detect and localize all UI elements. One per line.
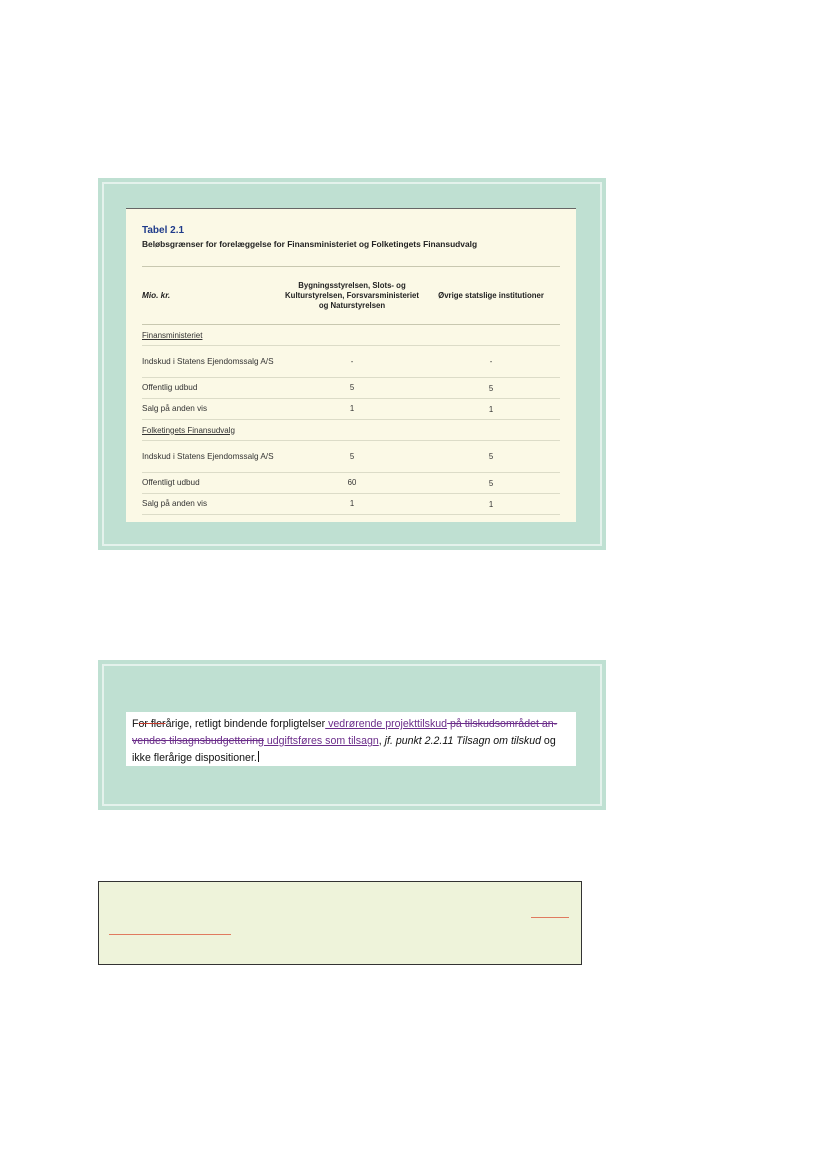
text-part: årige, retligt bindende forpligtelser xyxy=(165,718,326,730)
table-panel xyxy=(98,178,606,550)
row-value-a: 1 xyxy=(349,404,355,413)
row-value-b: - xyxy=(489,357,493,366)
table-title: Tabel 2.1 xyxy=(142,225,185,236)
section-row xyxy=(142,325,560,346)
row-label: Salg på anden vis xyxy=(142,499,208,508)
note-box xyxy=(98,881,582,965)
text-part: F xyxy=(132,718,139,730)
table-row xyxy=(142,346,560,378)
deleted-text: vendes tilsagnsbudgettering xyxy=(132,735,264,747)
table-row xyxy=(142,473,560,494)
row-label: Offentligt udbud xyxy=(142,478,200,487)
row-label: Indskud i Statens Ejendomssalg A/S xyxy=(142,356,274,366)
table-row xyxy=(142,441,560,473)
row-value-b: 1 xyxy=(488,404,494,414)
text-cursor xyxy=(258,751,259,762)
row-label: Offentlig udbud xyxy=(142,383,198,392)
inserted-text: udgiftsføres som tilsagn xyxy=(263,735,379,747)
table-row xyxy=(142,378,560,399)
section-row xyxy=(142,420,560,441)
revision-mark xyxy=(109,934,231,935)
section-name: Finansministeriet xyxy=(142,330,203,340)
row-value-b: 1 xyxy=(488,499,494,509)
text-part: og ikke flerårige dispositioner. xyxy=(132,735,556,764)
table-row xyxy=(142,399,560,420)
reference-text: jf. punkt 2.2.11 Tilsagn om tilskud xyxy=(384,735,541,747)
table-card xyxy=(126,208,576,522)
row-value-a: - xyxy=(350,356,354,366)
row-label: Salg på anden vis xyxy=(142,404,208,413)
text-panel xyxy=(98,660,606,810)
table-subtitle: Beløbsgrænser for forelæggelse for Finansministeriet og Folketingets Finansudvalg xyxy=(142,239,478,249)
row-value-a: 5 xyxy=(349,383,355,392)
row-value-a: 1 xyxy=(349,499,355,508)
section-name: Folketingets Finansudvalg xyxy=(142,425,235,435)
row-value-b: 5 xyxy=(488,478,494,488)
deleted-text: or fler xyxy=(138,718,166,730)
table-row xyxy=(142,494,560,515)
deleted-text: på tilskudsområdet an- xyxy=(447,718,558,730)
row-value-b: 5 xyxy=(488,452,494,461)
row-value-a: 60 xyxy=(347,478,357,487)
row-label: Indskud i Statens Ejendomssalg A/S xyxy=(142,451,274,461)
header-col-b: Øvrige statslige institutioner xyxy=(438,291,544,300)
text-part: , xyxy=(378,735,385,747)
revision-mark xyxy=(531,917,569,918)
header-col-a: Bygningsstyrelsen, Slots- og Kulturstyrelsen, Forsvarsministeriet og Naturstyrelsen xyxy=(285,280,419,310)
row-value-b: 5 xyxy=(488,383,494,393)
table-header xyxy=(142,267,560,325)
inserted-text: vedrørende projekttilskud xyxy=(325,718,448,730)
header-unit: Mio. kr. xyxy=(142,291,171,300)
row-value-a: 5 xyxy=(349,451,355,461)
tracked-changes-paragraph[interactable] xyxy=(126,712,576,766)
